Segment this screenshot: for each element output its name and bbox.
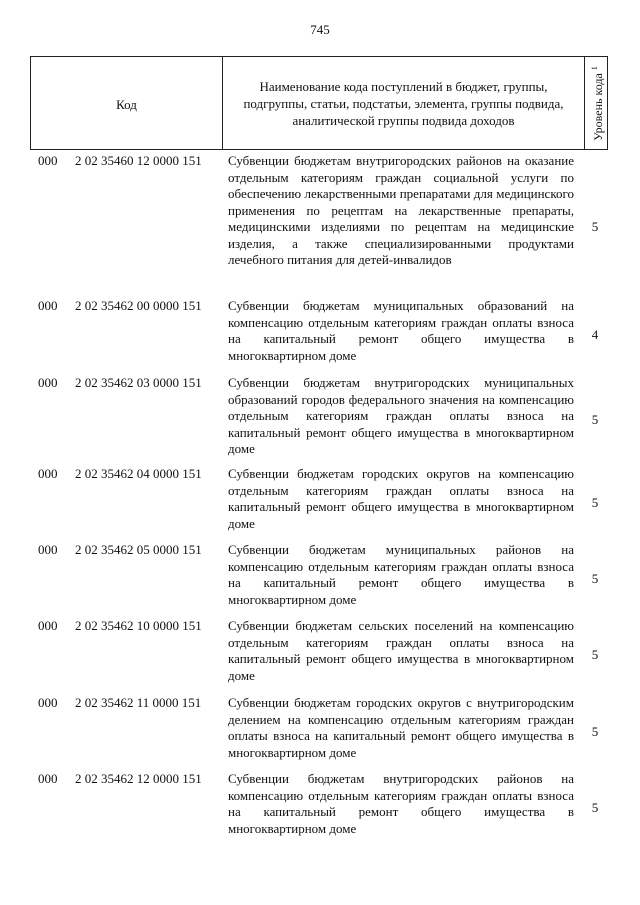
row-level: 5	[591, 647, 599, 662]
row-revenue-code: 2 02 35462 12 0000 151	[75, 771, 202, 786]
row-revenue-code: 2 02 35462 03 0000 151	[75, 375, 202, 390]
header-level-footnote: 1	[589, 65, 599, 70]
row-level: 4	[591, 327, 599, 342]
row-admin-code: 000	[38, 298, 58, 313]
row-revenue-code: 2 02 35462 05 0000 151	[75, 542, 202, 557]
row-admin-code: 000	[38, 375, 58, 390]
table-header	[30, 56, 608, 150]
header-name: Наименование кода поступлений в бюджет, группы, подгруппы, статьи, подстатьи, элемента, группы подвида, аналитической группы подвида доходов	[223, 57, 585, 149]
row-description: Субвенции бюджетам муниципальных образований на компенсацию отдельным категориям граждан оплаты взноса на капитальный ремонт общего имущества в многоквартирном доме	[228, 298, 574, 363]
row-description: Субвенции бюджетам внутригородских районов на оказание отдельным категориям граждан социальной услуги по обеспечению лекарственными препаратами для медицинского применения по рецептам на лекарственные препараты, медицинскими изделиями по рецептам на медицинские изделия, а также специализированными продуктами лечебного питания для детей-инвалидов	[228, 153, 574, 267]
header-level-label	[588, 66, 605, 141]
row-revenue-code: 2 02 35462 00 0000 151	[75, 298, 202, 313]
row-admin-code: 000	[38, 153, 58, 168]
header-level	[585, 57, 607, 149]
row-admin-code: 000	[38, 771, 58, 786]
row-admin-code: 000	[38, 695, 58, 710]
row-description: Субвенции бюджетам городских округов с внутригородским делением на компенсацию отдельным категориям граждан оплаты взноса на капитальный ремонт общего имущества в многоквартирном доме	[228, 695, 574, 760]
row-level: 5	[591, 219, 599, 234]
row-level: 5	[591, 724, 599, 739]
row-description: Субвенции бюджетам внутригородских муниципальных образований городов федерального значения на компенсацию отдельным категориям граждан оплаты взноса на капитальный ремонт общего имущества в многоквартирном доме	[228, 375, 574, 456]
row-level: 5	[591, 495, 599, 510]
row-revenue-code: 2 02 35462 10 0000 151	[75, 618, 202, 633]
row-level: 5	[591, 412, 599, 427]
row-revenue-code: 2 02 35462 11 0000 151	[75, 695, 202, 710]
page-number: 745	[310, 22, 330, 37]
row-description: Субвенции бюджетам городских округов на компенсацию отдельным категориям граждан оплаты взноса на капитальный ремонт общего имущества в многоквартирном доме	[228, 466, 574, 531]
row-admin-code: 000	[38, 542, 58, 557]
row-level: 5	[591, 571, 599, 586]
header-level-text: Уровень кода	[590, 72, 605, 141]
row-description: Субвенции бюджетам внутригородских районов на компенсацию отдельным категориям граждан оплаты взноса на капитальный ремонт общего имущества в многоквартирном доме	[228, 771, 574, 836]
row-level: 5	[591, 800, 599, 815]
row-description: Субвенции бюджетам сельских поселений на компенсацию отдельным категориям граждан оплаты взноса на капитальный ремонт общего имущества в многоквартирном доме	[228, 618, 574, 683]
row-admin-code: 000	[38, 466, 58, 481]
row-revenue-code: 2 02 35460 12 0000 151	[75, 153, 202, 168]
header-code: Код	[31, 57, 223, 149]
row-admin-code: 000	[38, 618, 58, 633]
row-revenue-code: 2 02 35462 04 0000 151	[75, 466, 202, 481]
row-description: Субвенции бюджетам муниципальных районов на компенсацию отдельным категориям граждан оплаты взноса на капитальный ремонт общего имущества в многоквартирном доме	[228, 542, 574, 607]
